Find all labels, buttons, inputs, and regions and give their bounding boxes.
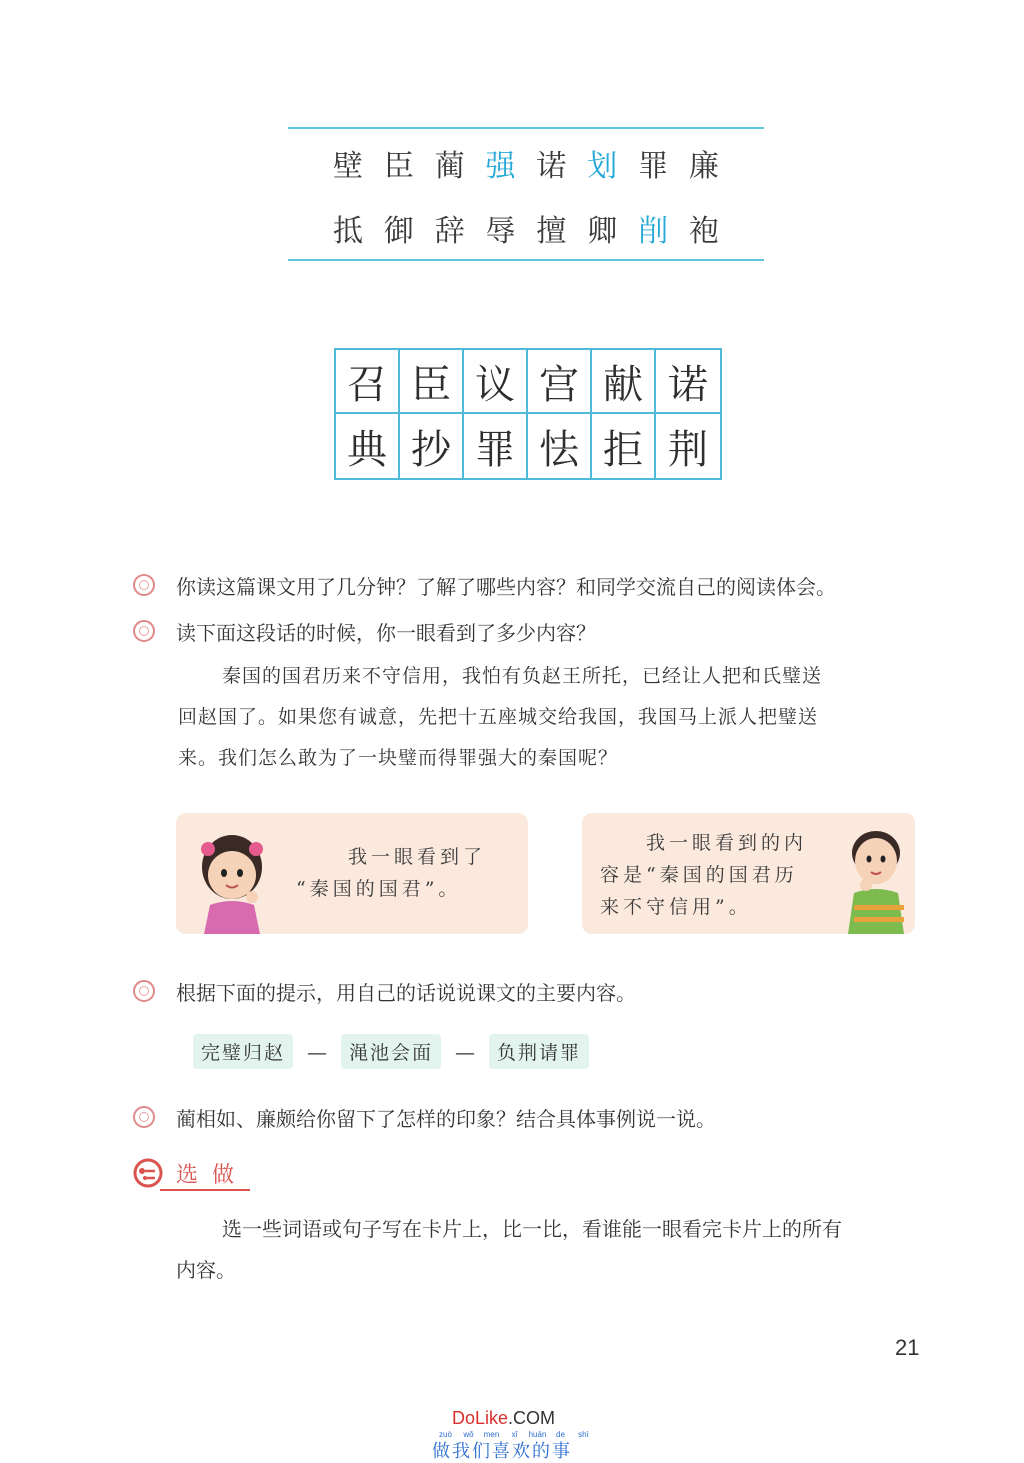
pinyin-syllable: shì	[578, 1430, 589, 1439]
passage-line-1: 秦国的国君历来不守信用，我怕有负赵王所托，已经让人把和氏璧送	[222, 665, 823, 687]
passage-line-3: 来。我们怎么敢为了一块璧而得罪强大的秦国呢？	[178, 747, 619, 769]
recognize-character: 罪	[638, 149, 669, 184]
recognize-character: 御	[383, 214, 414, 249]
optional-task-text-line-2: 内容。	[176, 1258, 236, 1282]
grid-character-cell: 怯	[528, 414, 592, 478]
recognize-row-1	[288, 141, 764, 185]
grid-character-cell: 拒	[592, 414, 656, 478]
girl-avatar-icon	[190, 827, 270, 934]
question-marker-icon	[133, 574, 155, 596]
boy-avatar-icon	[840, 821, 910, 934]
recognize-character: 壁	[333, 149, 363, 184]
brand-red-text: DoLike	[452, 1408, 509, 1428]
footer-slogan: 做我们喜欢的事	[432, 1441, 572, 1462]
optional-task-icon	[131, 1158, 167, 1192]
recognize-character: 强	[485, 149, 516, 184]
passage-line-2: 回赵国了。如果您有诚意，先把十五座城交给我国，我国马上派人把璧送	[178, 706, 819, 728]
girl-speech-line-2: “秦国的国君”。	[296, 878, 462, 900]
pinyin-syllable: wǒ	[463, 1430, 474, 1439]
grid-character-cell: 抄	[400, 414, 464, 478]
boy-speech-line-1: 我一眼看到的内	[646, 832, 808, 854]
pinyin-syllable: xǐ	[511, 1430, 518, 1439]
question-1: 你读这篇课文用了几分钟？了解了哪些内容？和同学交流自己的阅读体会。	[176, 575, 836, 599]
grid-character-cell: 臣	[400, 350, 464, 414]
page-number: 21	[895, 1335, 920, 1360]
recognize-character: 臣	[383, 149, 414, 184]
grid-character-cell: 宫	[528, 350, 592, 414]
grid-character-cell: 议	[464, 350, 528, 414]
recognize-character: 袍	[688, 214, 719, 249]
summary-tag-row	[193, 1034, 589, 1069]
recognize-characters-box	[288, 127, 764, 261]
recognize-character: 蔺	[434, 149, 465, 184]
recognize-character: 诺	[536, 149, 567, 184]
pinyin-syllable: men	[483, 1430, 500, 1439]
pinyin-syllable: huān	[528, 1430, 547, 1439]
grid-character-cell: 召	[336, 350, 400, 414]
question-marker-icon	[133, 620, 155, 642]
girl-speech-line-1: 我一眼看到了	[348, 846, 487, 868]
footer-brand	[452, 1408, 555, 1429]
recognize-character: 辱	[485, 214, 516, 249]
recognize-character: 辞	[434, 214, 465, 249]
reading-passage	[178, 656, 923, 779]
writing-character-grid	[334, 348, 722, 480]
question-3: 根据下面的提示，用自己的话说说课文的主要内容。	[176, 981, 636, 1005]
boy-speech-line-3: 来不守信用”。	[600, 896, 752, 918]
optional-task-text-line-1: 选一些词语或句子写在卡片上，比一比，看谁能一眼看完卡片上的所有	[222, 1217, 842, 1241]
recognize-character: 廉	[688, 149, 719, 184]
question-marker-icon	[133, 1106, 155, 1128]
recognize-character: 抵	[333, 214, 363, 249]
grid-character-cell: 诺	[656, 350, 720, 414]
grid-character-cell: 典	[336, 414, 400, 478]
grid-character-cell: 献	[592, 350, 656, 414]
recognize-row-2	[288, 206, 764, 250]
boy-speech-line-2: 容是“秦国的国君历	[600, 864, 798, 886]
girl-speech-text	[296, 841, 516, 905]
summary-tag: 渑池会面	[341, 1034, 441, 1069]
optional-task-underline	[160, 1189, 250, 1191]
tag-separator: —	[307, 1039, 328, 1064]
pinyin-syllable: zuò	[439, 1430, 452, 1439]
summary-tag: 负荆请罪	[489, 1034, 589, 1069]
recognize-character: 划	[587, 149, 618, 184]
grid-character-cell: 荆	[668, 426, 708, 473]
pinyin-syllable: de	[556, 1430, 565, 1439]
boy-speech-text	[600, 827, 830, 923]
grid-character-cell: 罪	[464, 414, 528, 478]
brand-domain-text: .COM	[508, 1408, 556, 1428]
summary-tag: 完璧归赵	[193, 1034, 293, 1069]
boy-speech-bubble	[582, 813, 915, 934]
girl-speech-bubble	[176, 813, 528, 934]
tag-separator: —	[455, 1039, 476, 1064]
recognize-character: 削	[638, 214, 669, 249]
question-2: 读下面这段话的时候，你一眼看到了多少内容？	[176, 621, 596, 645]
question-4: 蔺相如、廉颇给你留下了怎样的印象？结合具体事例说一说。	[176, 1107, 716, 1131]
recognize-character: 卿	[587, 214, 618, 249]
question-marker-icon	[133, 980, 155, 1002]
recognize-character: 擅	[536, 214, 567, 249]
optional-task-label: 选做	[176, 1163, 249, 1188]
